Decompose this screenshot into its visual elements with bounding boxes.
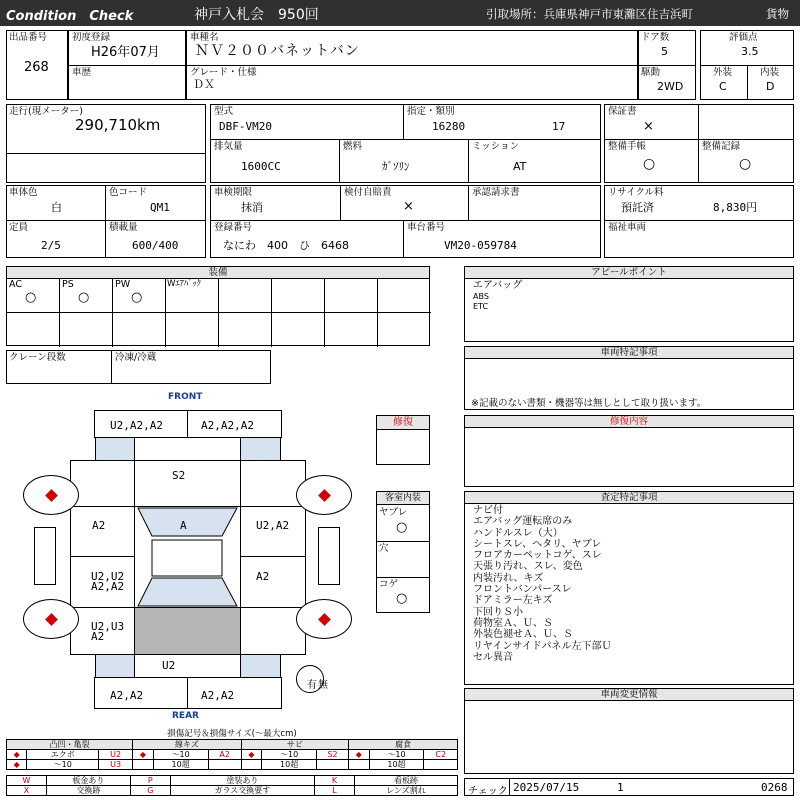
legend-cell: 〜10 xyxy=(27,760,99,770)
check-footer xyxy=(464,778,794,796)
equipment-title: 装備 xyxy=(7,267,429,279)
exterior-value: C xyxy=(719,80,727,93)
mark-rear-left: A2,A2 xyxy=(110,689,144,702)
equip-pw-value: ○ xyxy=(131,290,143,305)
tailgate-panel xyxy=(134,654,241,678)
special-title: 車両特記事項 xyxy=(465,347,793,359)
inspection-notes-section xyxy=(464,491,794,685)
appeal-line-airbag: エアバッグ xyxy=(473,280,523,291)
record-label: 整備記録 xyxy=(702,141,741,152)
legend-code-value: ガラス交換要す xyxy=(170,786,314,796)
note-line: 天張り汚れ、スレ、変色 xyxy=(473,561,583,573)
note-line: フロアカーペットコゲ、スレ xyxy=(473,550,602,562)
model-cell xyxy=(210,104,404,140)
legend-code-key: G xyxy=(130,786,170,796)
mark-rear-right: A2,A2 xyxy=(201,689,235,702)
mark-front-left: U2,A2,A2 xyxy=(110,419,163,432)
manual-cell xyxy=(604,139,699,183)
warranty-extra-cell xyxy=(698,104,794,140)
load-value: 600/400 xyxy=(132,239,179,252)
note-line: セル異音 xyxy=(473,651,513,663)
fuel-label: 燃料 xyxy=(343,141,363,152)
legend-cell: 10超 xyxy=(153,760,208,770)
model-value: DBF-VM20 xyxy=(219,120,272,133)
recycle-value: 8,830円 xyxy=(713,201,758,214)
legend-cell: 10超 xyxy=(369,760,424,770)
legend-cell: U2 xyxy=(99,750,133,760)
appeal-line-abs: ABS xyxy=(473,292,489,301)
inspection-notes-title: 査定特記事項 xyxy=(465,492,793,504)
first-reg-label: 初度登録 xyxy=(72,32,111,43)
score-value: 3.5 xyxy=(741,45,759,58)
freezer-cell xyxy=(111,350,271,384)
note-line: ハンドルスレ（大） xyxy=(473,527,563,539)
note-line: シートスレ、ヘタリ、ヤブレ xyxy=(473,538,602,550)
load-cell xyxy=(105,220,206,258)
mission-cell xyxy=(468,139,601,183)
car-name-value: ＮＶ２００バネットバン xyxy=(195,43,360,59)
hood-panel xyxy=(134,460,241,507)
mark-front-right: A2,A2,A2 xyxy=(201,419,254,432)
mark-hood: S2 xyxy=(172,469,186,482)
mark-left-door-1: U2,U2 xyxy=(91,570,125,583)
check-lot: 0268 xyxy=(761,781,788,794)
mark-right-fender: U2,A2 xyxy=(256,519,290,532)
special-section xyxy=(464,346,794,410)
manual-label: 整備手帳 xyxy=(608,141,647,152)
doors-value: 5 xyxy=(661,45,668,58)
body-color-value: 白 xyxy=(51,201,62,214)
header-bar xyxy=(0,0,800,26)
plate-label: 登録番号 xyxy=(214,222,253,233)
capacity-label: 定員 xyxy=(9,222,29,233)
body-color-label: 車体色 xyxy=(9,187,38,198)
equip-ac-value: ○ xyxy=(25,290,37,305)
equipment-section xyxy=(6,266,430,346)
mileage-extra-cell xyxy=(6,153,206,183)
legend-codes-table xyxy=(6,775,458,796)
mark-left-rear-2: A2 xyxy=(91,630,105,643)
interior-burn-value: ○ xyxy=(396,591,408,606)
appeal-line-etc: ETC xyxy=(473,302,489,311)
note-line: 外装色褪せＡ、Ｕ、Ｓ xyxy=(473,629,573,641)
first-reg-cell xyxy=(68,30,186,66)
note-line: ナビ付 xyxy=(473,505,503,516)
inspection-label: 車検期限 xyxy=(214,187,253,198)
approval-label: 承認請求書 xyxy=(472,187,520,198)
score-cell xyxy=(700,30,794,66)
legend-code-value: 交換跡 xyxy=(47,786,131,796)
equip-ps-label: PS xyxy=(62,279,74,290)
legend-cell: 〜10 xyxy=(369,750,424,760)
designation-value: 16280 xyxy=(432,120,466,133)
lot-label: 出品番号 xyxy=(9,32,48,43)
interior-box xyxy=(376,491,430,613)
mileage-value: 290,710km xyxy=(75,116,161,134)
mission-value: AT xyxy=(513,160,527,173)
appeal-title: アピールポイント xyxy=(465,267,793,279)
note-line: 下回りＳ小 xyxy=(473,606,523,618)
check-number: 1 xyxy=(617,781,624,794)
mark-right-door: A2 xyxy=(256,570,270,583)
rear-label: REAR xyxy=(172,711,199,721)
note-line: 荷物室Ａ、Ｕ、Ｓ xyxy=(473,617,553,629)
interior-label: 内装 xyxy=(760,67,780,78)
warranty-cell xyxy=(604,104,699,140)
spare-no: 無 xyxy=(318,680,328,691)
interior-burn-label: コゲ xyxy=(379,579,399,590)
chassis-cell xyxy=(403,220,601,258)
legend-code-key: L xyxy=(314,786,354,796)
legend-group-corrosion: 腐食 xyxy=(349,740,458,750)
drive-cell xyxy=(638,65,696,100)
freezer-label: 冷凍/冷蔵 xyxy=(115,352,157,363)
legend-cell: 〜10 xyxy=(262,750,317,760)
displacement-label: 排気量 xyxy=(214,141,243,152)
special-note: ※記載のない書類・機器等は無しとして取り扱います。 xyxy=(471,398,707,409)
inspection-value: 抹消 xyxy=(241,201,263,214)
recycle-cell xyxy=(604,185,794,221)
recycle-status: 預託済 xyxy=(621,201,654,214)
right-headlight xyxy=(240,437,281,461)
displacement-value: 1600CC xyxy=(241,160,281,173)
equip-ps-value: ○ xyxy=(78,290,90,305)
crane-cell xyxy=(6,350,112,384)
legend-cell: U3 xyxy=(99,760,133,770)
legend-cell: C2 xyxy=(424,750,458,760)
welfare-cell xyxy=(604,220,794,258)
fuel-cell xyxy=(339,139,469,183)
exterior-label: 外装 xyxy=(713,67,733,78)
model-label: 型式 xyxy=(214,106,234,117)
mileage-label: 走行(現メーター) xyxy=(9,106,83,117)
front-label: FRONT xyxy=(168,392,203,402)
legend-table: 凸凹・亀裂 線キズ サビ 腐食 ◆ エクボ U2 ◆ 〜10 A2 ◆ 〜10 S2 ◆ 〜10 C2 ◆ 〜10 U3 10超 10超 10超 xyxy=(6,739,458,770)
recycle-label: リサイクル料 xyxy=(608,187,664,198)
tire-rear-right xyxy=(296,599,352,639)
tax-value: × xyxy=(403,199,414,214)
left-side-step xyxy=(34,527,56,585)
fuel-value: ｶﾞｿﾘﾝ xyxy=(382,160,410,173)
change-info-title: 車両変更情報 xyxy=(465,689,793,701)
right-taillight xyxy=(240,654,281,678)
legend-code-key: X xyxy=(7,786,47,796)
equip-ac-label: AC xyxy=(9,279,22,290)
history-label: 車歴 xyxy=(72,67,92,78)
chassis-label: 車台番号 xyxy=(407,222,446,233)
note-line: フロントバンパースレ xyxy=(473,584,572,596)
doors-label: ドア数 xyxy=(641,32,670,43)
interior-hole-label: 穴 xyxy=(379,543,389,554)
legend-cell: エクボ xyxy=(27,750,99,760)
legend-group-rust: サビ xyxy=(241,740,348,750)
legend-group-scratch: 線キズ xyxy=(133,740,241,750)
capacity-value: 2/5 xyxy=(41,239,61,252)
legend-title: 損傷記号＆損傷サイズ(〜最大cm) xyxy=(167,729,297,739)
equip-wairbag-label: Wｴｱﾊﾞｯｸ xyxy=(167,279,201,289)
record-cell xyxy=(698,139,794,183)
repair-content-section xyxy=(464,415,794,487)
check-label: チェック xyxy=(468,786,508,797)
brand-title: Condition Check xyxy=(6,9,134,24)
designation-label: 指定・類別 xyxy=(407,106,455,117)
equip-pw-label: PW xyxy=(115,279,131,290)
drive-value: 2WD xyxy=(657,80,684,93)
lot-value: 268 xyxy=(24,60,49,75)
repair-content-title: 修復内容 xyxy=(465,416,793,428)
change-info-section xyxy=(464,688,794,774)
tire-front-right xyxy=(296,475,352,515)
check-date: 2025/07/15 xyxy=(513,781,580,794)
grade-cell xyxy=(186,65,638,100)
legend-cell: 10超 xyxy=(262,760,317,770)
legend-cell: A2 xyxy=(208,750,241,760)
interior-value: D xyxy=(766,80,775,93)
left-front-panel xyxy=(70,460,135,507)
doors-cell xyxy=(638,30,696,66)
approval-cell xyxy=(468,185,601,221)
spare-yes: 有 xyxy=(307,680,317,691)
legend-group-dent: 凸凹・亀裂 xyxy=(7,740,133,750)
grade-value: ＤＸ xyxy=(193,78,215,91)
plate-cell xyxy=(210,220,404,258)
chassis-value: VM20-059784 xyxy=(444,239,517,252)
color-code-value: QM1 xyxy=(150,201,170,214)
legend-section xyxy=(6,729,458,797)
car-name-cell xyxy=(186,30,638,66)
record-value: ○ xyxy=(739,156,752,172)
right-door-panel xyxy=(240,556,306,608)
legend-code-key: W xyxy=(7,776,47,786)
mileage-cell xyxy=(6,104,206,154)
repair-box xyxy=(376,415,430,465)
legend-code-value: レンズ割れ xyxy=(354,786,457,796)
legend-code-key: P xyxy=(130,776,170,786)
interior-tear-value: ○ xyxy=(396,520,408,535)
left-headlight xyxy=(95,437,135,461)
warranty-value: × xyxy=(643,119,654,134)
vehicle-category: 貨物 xyxy=(766,7,789,21)
appeal-section xyxy=(464,266,794,342)
auction-title: 神戸入札会 950回 xyxy=(194,7,319,23)
first-reg-value: H26年07月 xyxy=(91,45,160,60)
welfare-label: 福祉車両 xyxy=(608,222,647,233)
legend-cell: 〜10 xyxy=(153,750,208,760)
inspection-cell xyxy=(210,185,341,221)
body-color-cell xyxy=(6,185,106,221)
capacity-cell xyxy=(6,220,106,258)
left-taillight xyxy=(95,654,135,678)
pickup-location: 引取場所：兵庫県神戸市東灘区住吉浜町 xyxy=(486,7,693,21)
inspection-notes-list xyxy=(473,505,612,663)
note-line: 内装汚れ、キズ xyxy=(473,572,544,584)
car-name-label: 車種名 xyxy=(190,32,219,43)
interior-cell xyxy=(747,65,794,100)
drive-label: 駆動 xyxy=(641,67,661,78)
mark-left-rear-1: U2,U3 xyxy=(91,620,125,633)
cabin-glass xyxy=(134,506,241,608)
crane-label: クレーン段数 xyxy=(9,352,66,363)
lot-number-cell xyxy=(6,30,68,100)
mark-tailgate: U2 xyxy=(162,659,176,672)
repair-title: 修復 xyxy=(377,416,429,430)
mission-label: ミッション xyxy=(472,141,520,152)
class-value: 17 xyxy=(552,120,566,133)
mark-left-fender: A2 xyxy=(92,519,106,532)
legend-code-key: K xyxy=(314,776,354,786)
legend-code-value: 塗装あり xyxy=(170,776,314,786)
note-line: ドアミラー左キズ xyxy=(473,595,553,607)
designation-cell xyxy=(403,104,601,140)
tax-cell xyxy=(340,185,469,221)
tire-front-left xyxy=(23,475,79,515)
note-line: リヤインサイドパネル左下部Ｕ xyxy=(473,640,612,652)
mark-windshield: A xyxy=(180,519,187,532)
load-label: 積載量 xyxy=(109,222,138,233)
color-code-label: 色コード xyxy=(109,187,148,198)
color-code-cell xyxy=(105,185,206,221)
plate-value: なにわ 400 ひ 6468 xyxy=(223,239,349,252)
legend-code-value: 看板跡 xyxy=(354,776,457,786)
exterior-cell xyxy=(700,65,748,100)
cargo-floor xyxy=(134,607,241,655)
right-side-step xyxy=(318,527,340,585)
tire-rear-left xyxy=(23,599,79,639)
mark-left-door-2: A2,A2 xyxy=(91,580,125,593)
interior-box-title: 客室内装 xyxy=(377,492,429,505)
note-line: エアバッグ運転席のみ xyxy=(473,516,573,528)
legend-cell: S2 xyxy=(317,750,349,760)
history-cell xyxy=(68,65,186,100)
score-label: 評価点 xyxy=(729,32,758,43)
grade-label: グレード・仕様 xyxy=(190,67,257,78)
warranty-label: 保証書 xyxy=(608,106,637,117)
interior-tear-label: ヤブレ xyxy=(379,507,408,518)
tax-label: 検付自賠責 xyxy=(344,187,392,198)
legend-code-value: 板金あり xyxy=(47,776,131,786)
manual-value: ○ xyxy=(643,156,656,172)
displacement-cell xyxy=(210,139,340,183)
